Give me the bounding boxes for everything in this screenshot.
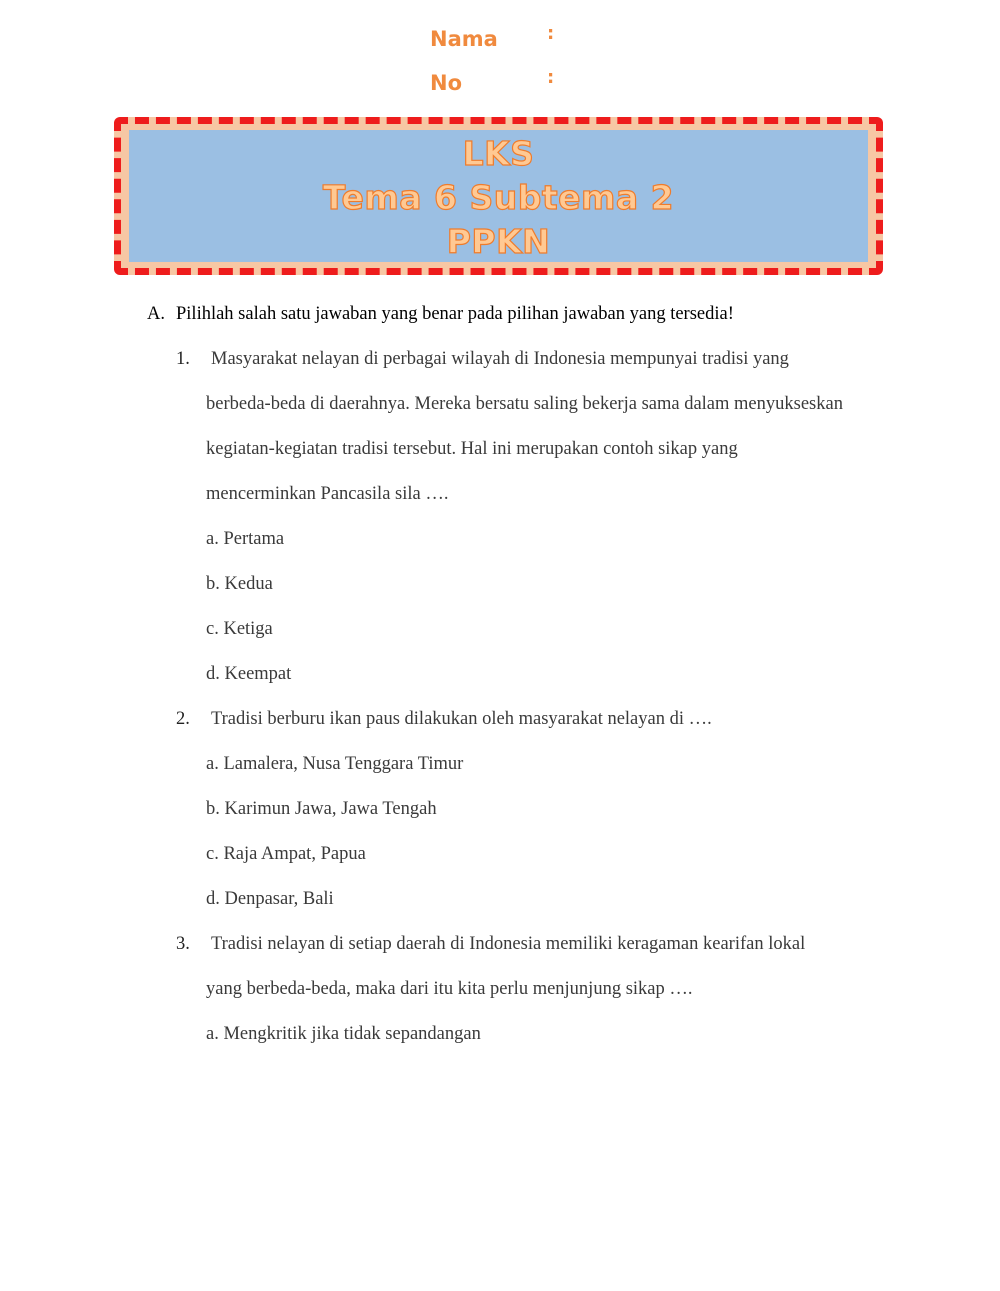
question-1-number: 1.: [176, 349, 190, 369]
question-1-option-c: c. Ketiga: [206, 619, 273, 639]
question-1-option-b: b. Kedua: [206, 574, 273, 594]
number-label: No: [430, 71, 463, 95]
name-label: Nama: [430, 27, 498, 51]
section-instruction-text: Pilihlah salah satu jawaban yang benar pada pilihan jawaban yang tersedia!: [176, 304, 734, 324]
question-3-option-a: a. Mengkritik jika tidak sepandangan: [206, 1024, 481, 1044]
question-1-text-line-3: kegiatan-kegiatan tradisi tersebut. Hal ini merupakan contoh sikap yang: [206, 439, 738, 459]
question-2-text-line-1: Tradisi berburu ikan paus dilakukan oleh masyarakat nelayan di ….: [211, 709, 712, 729]
question-3-text-line-2: yang berbeda-beda, maka dari itu kita perlu menjunjung sikap ….: [206, 979, 693, 999]
section-letter: A.: [147, 304, 165, 324]
number-colon: :: [547, 67, 555, 88]
question-1-option-a: a. Pertama: [206, 529, 285, 549]
question-1-text-line-1: Masyarakat nelayan di perbagai wilayah di Indonesia mempunyai tradisi yang: [211, 349, 789, 369]
question-2-option-a: a. Lamalera, Nusa Tenggara Timur: [206, 754, 464, 774]
question-1-option-d: d. Keempat: [206, 664, 292, 684]
question-3-text-line-1: Tradisi nelayan di setiap daerah di Indonesia memiliki keragaman kearifan lokal: [211, 934, 806, 954]
banner-title-theme: Tema 6 Subtema 2: [322, 178, 675, 217]
title-banner: [114, 117, 883, 275]
name-colon: :: [547, 23, 555, 44]
banner-title-subject: PPKN: [446, 222, 551, 261]
question-3-number: 3.: [176, 934, 190, 954]
section-instruction: [147, 304, 734, 325]
question-2-option-c: c. Raja Ampat, Papua: [206, 844, 366, 864]
question-1-text-line-4: mencerminkan Pancasila sila ….: [206, 484, 449, 504]
question-2-number: 2.: [176, 709, 190, 729]
banner-title-lks: LKS: [462, 134, 535, 173]
question-2-option-d: d. Denpasar, Bali: [206, 889, 334, 909]
question-2-option-b: b. Karimun Jawa, Jawa Tengah: [206, 799, 437, 819]
question-1-text-line-2: berbeda-beda di daerahnya. Mereka bersatu saling bekerja sama dalam menyukseskan: [206, 394, 843, 414]
title-banner-panel: [129, 130, 868, 262]
